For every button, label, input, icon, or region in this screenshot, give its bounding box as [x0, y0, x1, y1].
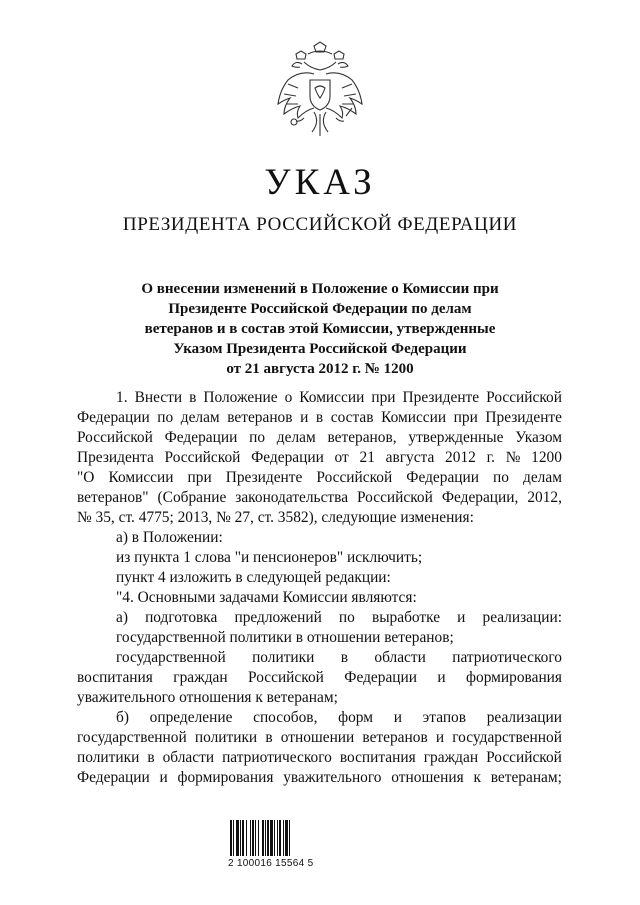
body-word: Российской — [164, 449, 241, 466]
body-word: делам — [180, 409, 220, 426]
body-word: ветеранов — [362, 729, 428, 746]
body-line — [77, 628, 562, 648]
body-word: Российской — [486, 389, 562, 406]
body-word: по — [493, 469, 509, 486]
heading-line: О внесении изменений в Положение о Комиссии при — [141, 281, 499, 297]
body-word: патриотического — [452, 649, 562, 666]
body-word: и — [435, 729, 445, 746]
body-word: 2012 — [445, 449, 476, 466]
body-word: 1200 — [531, 449, 562, 466]
body-word: к — [473, 769, 481, 786]
heading-line: Президенте Российской Федерации по делам — [168, 301, 472, 317]
body-line — [77, 708, 562, 728]
body-word: Федерации — [344, 669, 417, 686]
body-word: ветеранов" — [77, 489, 149, 506]
barcode-number: 2 100016 15564 5 — [228, 858, 314, 869]
heading-line: Указом Президента Российской Федерации — [173, 341, 467, 357]
body-word: Положение — [203, 389, 278, 406]
body-word: от — [334, 449, 349, 466]
body-word: Комиссии — [299, 389, 365, 406]
body-line — [77, 488, 562, 508]
body-word: Внести — [134, 389, 183, 406]
body-line — [77, 648, 562, 668]
body-word: "О — [77, 469, 95, 486]
body-word: Федерации — [251, 449, 324, 466]
body-word: государственной политики в отношении ветеранов; — [116, 629, 454, 646]
body-word: Федерации — [164, 429, 238, 446]
body-word: граждан — [423, 749, 479, 766]
body-line — [77, 688, 562, 708]
body-word: ветеранам; — [490, 769, 562, 786]
body-word: о — [284, 389, 293, 406]
heading-line: от 21 августа 2012 г. № 1200 — [226, 361, 414, 377]
body-word: государственной — [116, 649, 226, 666]
body-word: определение — [149, 709, 233, 726]
body-word: утвержденные — [408, 429, 504, 446]
body-word: в — [315, 409, 324, 426]
body-word: формирования — [177, 769, 274, 786]
body-word: № 35, ст. 4775; 2013, № 27, ст. 3582), следующие изменения: — [77, 509, 474, 526]
body-word: при — [453, 409, 478, 426]
body-word: уважительного — [283, 769, 382, 786]
body-word: предложений — [234, 609, 322, 626]
body-line — [77, 668, 562, 688]
body-word: политики — [252, 649, 315, 666]
body-word: и — [159, 769, 168, 786]
body-word: по — [249, 429, 266, 446]
body-word: делам — [276, 429, 316, 446]
body-word: выработке — [371, 609, 441, 626]
body-word: ветеранов, — [327, 429, 397, 446]
body-word: патриотического — [222, 749, 332, 766]
heading-line: ветеранов и в состав этой Комиссии, утвержденные — [144, 321, 496, 337]
body-word: отношении — [280, 729, 355, 746]
body-word: по — [157, 409, 174, 426]
body-word: а) — [116, 609, 128, 626]
body-word: области — [162, 749, 215, 766]
body-word: 21 — [359, 449, 375, 466]
document-subtitle: ПРЕЗИДЕНТА РОССИЙСКОЙ ФЕДЕРАЦИИ — [122, 214, 518, 235]
body-line — [77, 728, 562, 748]
body-word: а) в Положении: — [116, 529, 223, 546]
body-line — [77, 608, 562, 628]
body-word: Президенте — [485, 409, 562, 426]
body-word: политики — [194, 729, 258, 746]
body-line — [77, 448, 562, 468]
body-word: состав — [330, 409, 374, 426]
body-line — [77, 568, 562, 588]
body-line — [77, 508, 562, 528]
body-line — [77, 548, 562, 568]
body-word: форм — [338, 709, 374, 726]
body-word: Российской — [248, 669, 324, 686]
body-word: августа — [385, 449, 435, 466]
body-word: уважительного отношения к ветеранам; — [77, 689, 338, 706]
body-word: пункт 4 изложить в следующей редакции: — [116, 569, 391, 586]
coat-of-arms-icon — [274, 40, 366, 146]
body-word: этапов — [422, 709, 467, 726]
body-word: и — [300, 409, 309, 426]
body-word: делам — [523, 469, 562, 486]
body-word: и — [393, 709, 402, 726]
body-word: и — [457, 609, 466, 626]
body-word: реализации: — [482, 609, 562, 626]
body-line — [77, 748, 562, 768]
body-word: в — [147, 749, 155, 766]
body-word: 1. — [116, 389, 128, 406]
body-word: Российской — [486, 749, 562, 766]
body-word: способов, — [253, 709, 318, 726]
body-word: Комиссии — [108, 469, 174, 486]
body-word: в — [189, 389, 197, 406]
decree-body — [77, 388, 562, 788]
body-word: отношения — [391, 769, 464, 786]
body-word: по — [338, 609, 355, 626]
body-word: Президенте — [225, 469, 303, 486]
body-word: г. — [486, 449, 495, 466]
body-word: при — [187, 469, 212, 486]
body-line — [77, 528, 562, 548]
body-word: Российской — [357, 489, 433, 506]
body-word: воспитания — [77, 669, 153, 686]
body-word: "4. Основными задачами Комиссии являются: — [116, 589, 417, 606]
body-word: Президенте — [402, 389, 480, 406]
body-word: Президента — [77, 449, 154, 466]
body-word: Российской — [316, 469, 393, 486]
body-word: реализации — [486, 709, 562, 726]
body-word: в — [265, 729, 273, 746]
body-word: государственной — [77, 729, 187, 746]
body-word: Федерации — [406, 469, 479, 486]
body-line — [77, 768, 562, 788]
body-word: формирования — [466, 669, 562, 686]
body-word: Федерации, — [441, 489, 519, 506]
body-word: б) — [116, 709, 129, 726]
decree-heading — [90, 279, 550, 379]
body-word: политики — [77, 749, 140, 766]
body-word: воспитания — [339, 749, 416, 766]
body-word: Федерации — [77, 409, 150, 426]
body-word: из пункта 1 слова "и пенсионеров" исключить; — [116, 549, 423, 566]
body-word: государственной — [452, 729, 562, 746]
body-word: в — [340, 649, 349, 666]
body-word: 2012, — [527, 489, 562, 506]
barcode-icon — [230, 820, 310, 856]
body-word: области — [374, 649, 426, 666]
body-word: (Собрание — [157, 489, 227, 506]
body-word: ветеранов — [227, 409, 293, 426]
body-word: Указом — [515, 429, 562, 446]
body-word: Федерации — [77, 769, 150, 786]
body-line — [77, 388, 562, 408]
body-line — [77, 408, 562, 428]
body-line — [77, 428, 562, 448]
body-word: Комиссии — [381, 409, 447, 426]
body-line — [77, 588, 562, 608]
body-word: законодательства — [235, 489, 349, 506]
body-word: № — [505, 449, 521, 466]
body-word: граждан — [173, 669, 228, 686]
document-title: УКАЗ — [264, 162, 376, 203]
body-word: подготовка — [145, 609, 218, 626]
body-word: и — [437, 669, 446, 686]
body-word: Российской — [77, 429, 153, 446]
body-word: при — [371, 389, 396, 406]
body-line — [77, 468, 562, 488]
